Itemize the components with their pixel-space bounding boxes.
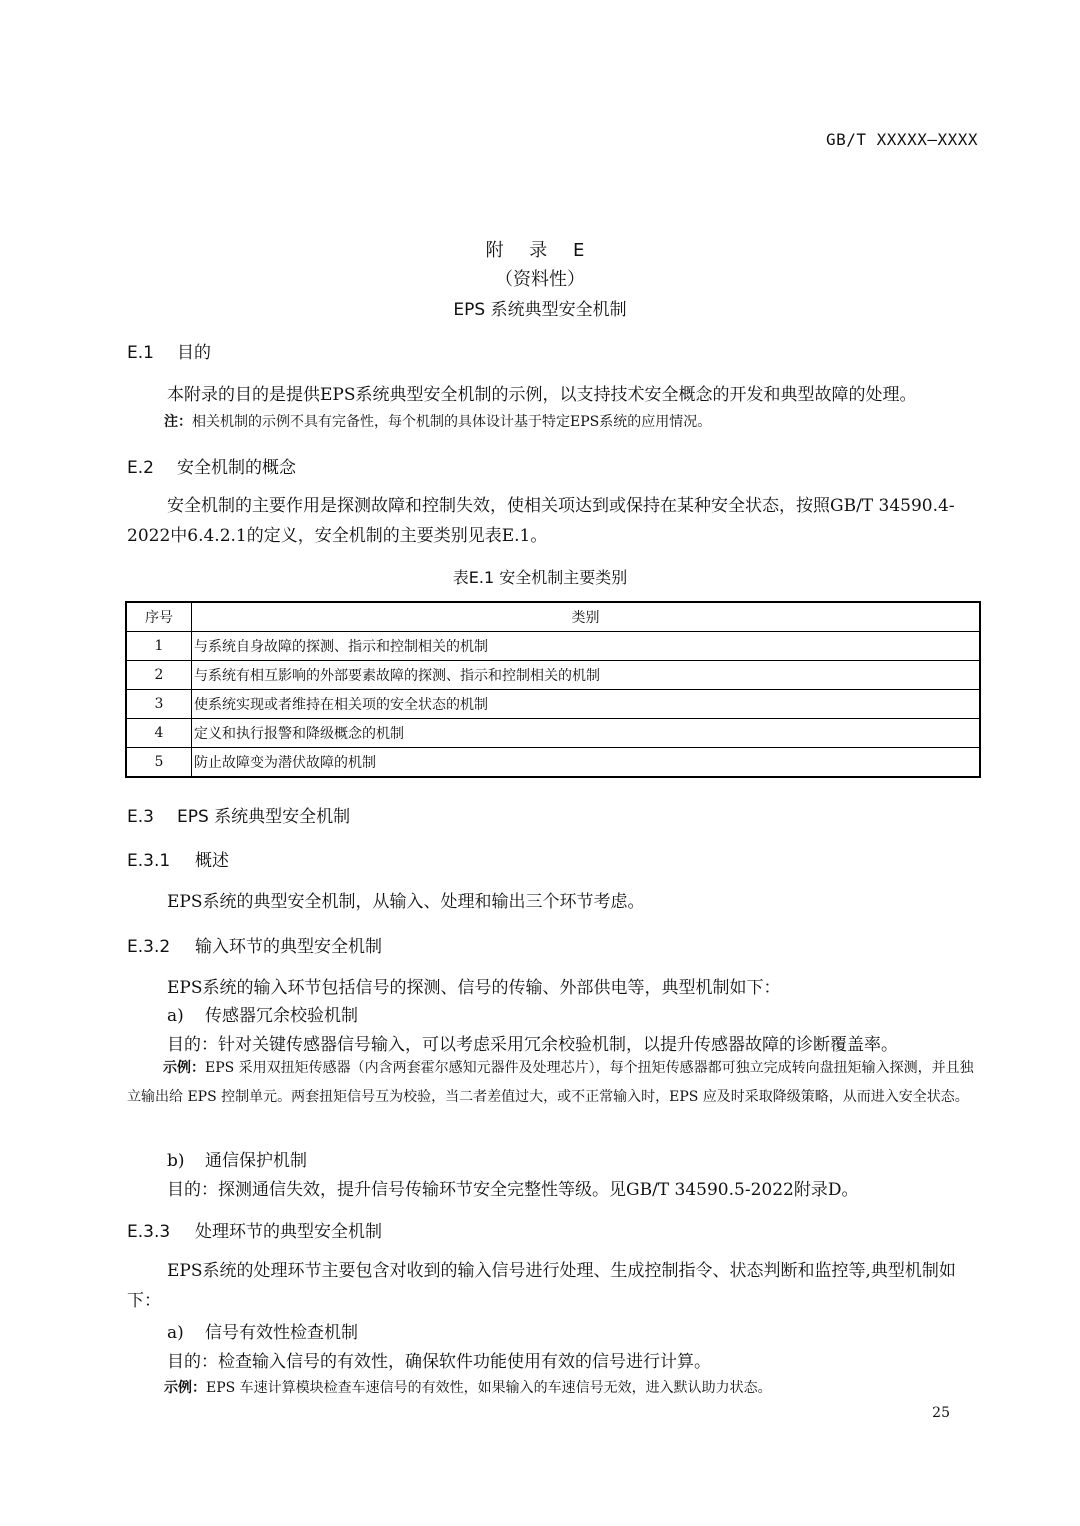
section-number: E.3: [127, 807, 154, 827]
row-index: 2: [126, 661, 192, 690]
section-e3-3-intro: EPS系统的处理环节主要包含对收到的输入信号进行处理、生成控制指令、状态判断和监控等,典型机制如下：: [127, 1261, 956, 1311]
row-index: 5: [126, 748, 192, 778]
table-row: [126, 719, 980, 748]
row-category: 与系统有相互影响的外部要素故障的探测、指示和控制相关的机制: [192, 661, 981, 690]
table-row: [126, 690, 980, 719]
section-e3-1-body: EPS系统的典型安全机制，从输入、处理和输出三个环节考虑。: [167, 892, 645, 912]
section-title: 概述: [195, 851, 229, 871]
item-title: 通信保护机制: [205, 1151, 307, 1171]
section-e2-body: 安全机制的主要作用是探测故障和控制失效，使相关项达到或保持在某种安全状态，按照GB/T 34590.4-2022中6.4.2.1的定义，安全机制的主要类别见表E.1。: [127, 496, 955, 546]
item-label: a): [167, 1006, 184, 1026]
item-a-heading: [167, 1001, 358, 1026]
row-category: 防止故障变为潜伏故障的机制: [192, 748, 981, 778]
row-category: 与系统自身故障的探测、指示和控制相关的机制: [192, 632, 981, 661]
section-e3-heading: [127, 802, 350, 827]
note-label: 注：: [164, 414, 192, 430]
section-number: E.3.2: [127, 937, 171, 957]
item-b-purpose: 目的：探测通信失效，提升信号传输环节安全完整性等级。见GB/T 34590.5-2022附录D。: [167, 1180, 859, 1200]
item-b-heading: [167, 1146, 307, 1171]
note-text: 相关机制的示例不具有完备性，每个机制的具体设计基于特定EPS系统的应用情况。: [192, 414, 712, 430]
table-header-row: [126, 602, 980, 632]
categories-table: [125, 601, 981, 778]
section-number: E.1: [127, 343, 154, 363]
table-row: [126, 748, 980, 778]
section-number: E.3.3: [127, 1222, 171, 1242]
section-number: E.3.1: [127, 851, 171, 871]
row-category: 定义和执行报警和降级概念的机制: [192, 719, 981, 748]
section-title: EPS 系统典型安全机制: [177, 807, 351, 827]
section-e1-heading: [127, 338, 211, 363]
item-a-heading: [167, 1318, 358, 1343]
section-e1-note: [164, 411, 711, 431]
standard-code: GB/T XXXXX—XXXX: [826, 130, 978, 149]
section-title: 输入环节的典型安全机制: [195, 937, 382, 957]
section-e3-2-intro: EPS系统的输入环节包括信号的探测、信号的传输、外部供电等，典型机制如下：: [167, 978, 781, 998]
section-e2-heading: [127, 453, 296, 478]
section-number: E.2: [127, 458, 154, 478]
item-title: 信号有效性检查机制: [205, 1323, 358, 1343]
column-header-index: 序号: [126, 602, 192, 632]
item-a-purpose: 目的：针对关键传感器信号输入，可以考虑采用冗余校验机制，以提升传感器故障的诊断覆盖率。: [167, 1035, 898, 1055]
section-e3-2-heading: [127, 932, 382, 957]
item-title: 传感器冗余校验机制: [205, 1006, 358, 1026]
section-title: 处理环节的典型安全机制: [195, 1222, 382, 1242]
section-title: 目的: [177, 343, 211, 363]
item-a-purpose: 目的：检查输入信号的有效性，确保软件功能使用有效的信号进行计算。: [167, 1352, 711, 1372]
example-label: 示例：: [164, 1380, 206, 1396]
appendix-type: （资料性）: [495, 269, 585, 290]
row-index: 4: [126, 719, 192, 748]
item-a-example: [164, 1377, 772, 1397]
example-text: EPS 采用双扭矩传感器（内含两套霍尔感知元器件及处理芯片），每个扭矩传感器都可独立完成转向盘扭矩输入探测，并且独立输出给 EPS 控制单元。两套扭矩信号互为校验，当二者差值过大，或不正常输入时，EPS 应及时采取降级策略，从而进入安全状态。: [127, 1060, 974, 1105]
table-row: [126, 661, 980, 690]
row-category: 使系统实现或者维持在相关项的安全状态的机制: [192, 690, 981, 719]
table-caption: 表E.1 安全机制主要类别: [452, 568, 628, 587]
row-index: 3: [126, 690, 192, 719]
section-title: 安全机制的概念: [177, 458, 296, 478]
item-label: b): [167, 1151, 185, 1171]
section-e3-1-heading: [127, 846, 229, 871]
section-e1-body: 本附录的目的是提供EPS系统典型安全机制的示例，以支持技术安全概念的开发和典型故障的处理。: [167, 385, 917, 405]
section-e3-3-heading: [127, 1217, 382, 1242]
page-number: 25: [932, 1405, 950, 1421]
table-row: [126, 632, 980, 661]
example-label: 示例：: [163, 1060, 205, 1076]
row-index: 1: [126, 632, 192, 661]
item-label: a): [167, 1323, 184, 1343]
column-header-category: 类别: [192, 602, 981, 632]
item-a-example: [127, 1054, 979, 1112]
appendix-title: EPS 系统典型安全机制: [453, 300, 627, 320]
appendix-label: 附 录 E: [485, 240, 595, 261]
example-text: EPS 车速计算模块检查车速信号的有效性，如果输入的车速信号无效，进入默认助力状态。: [206, 1380, 772, 1396]
